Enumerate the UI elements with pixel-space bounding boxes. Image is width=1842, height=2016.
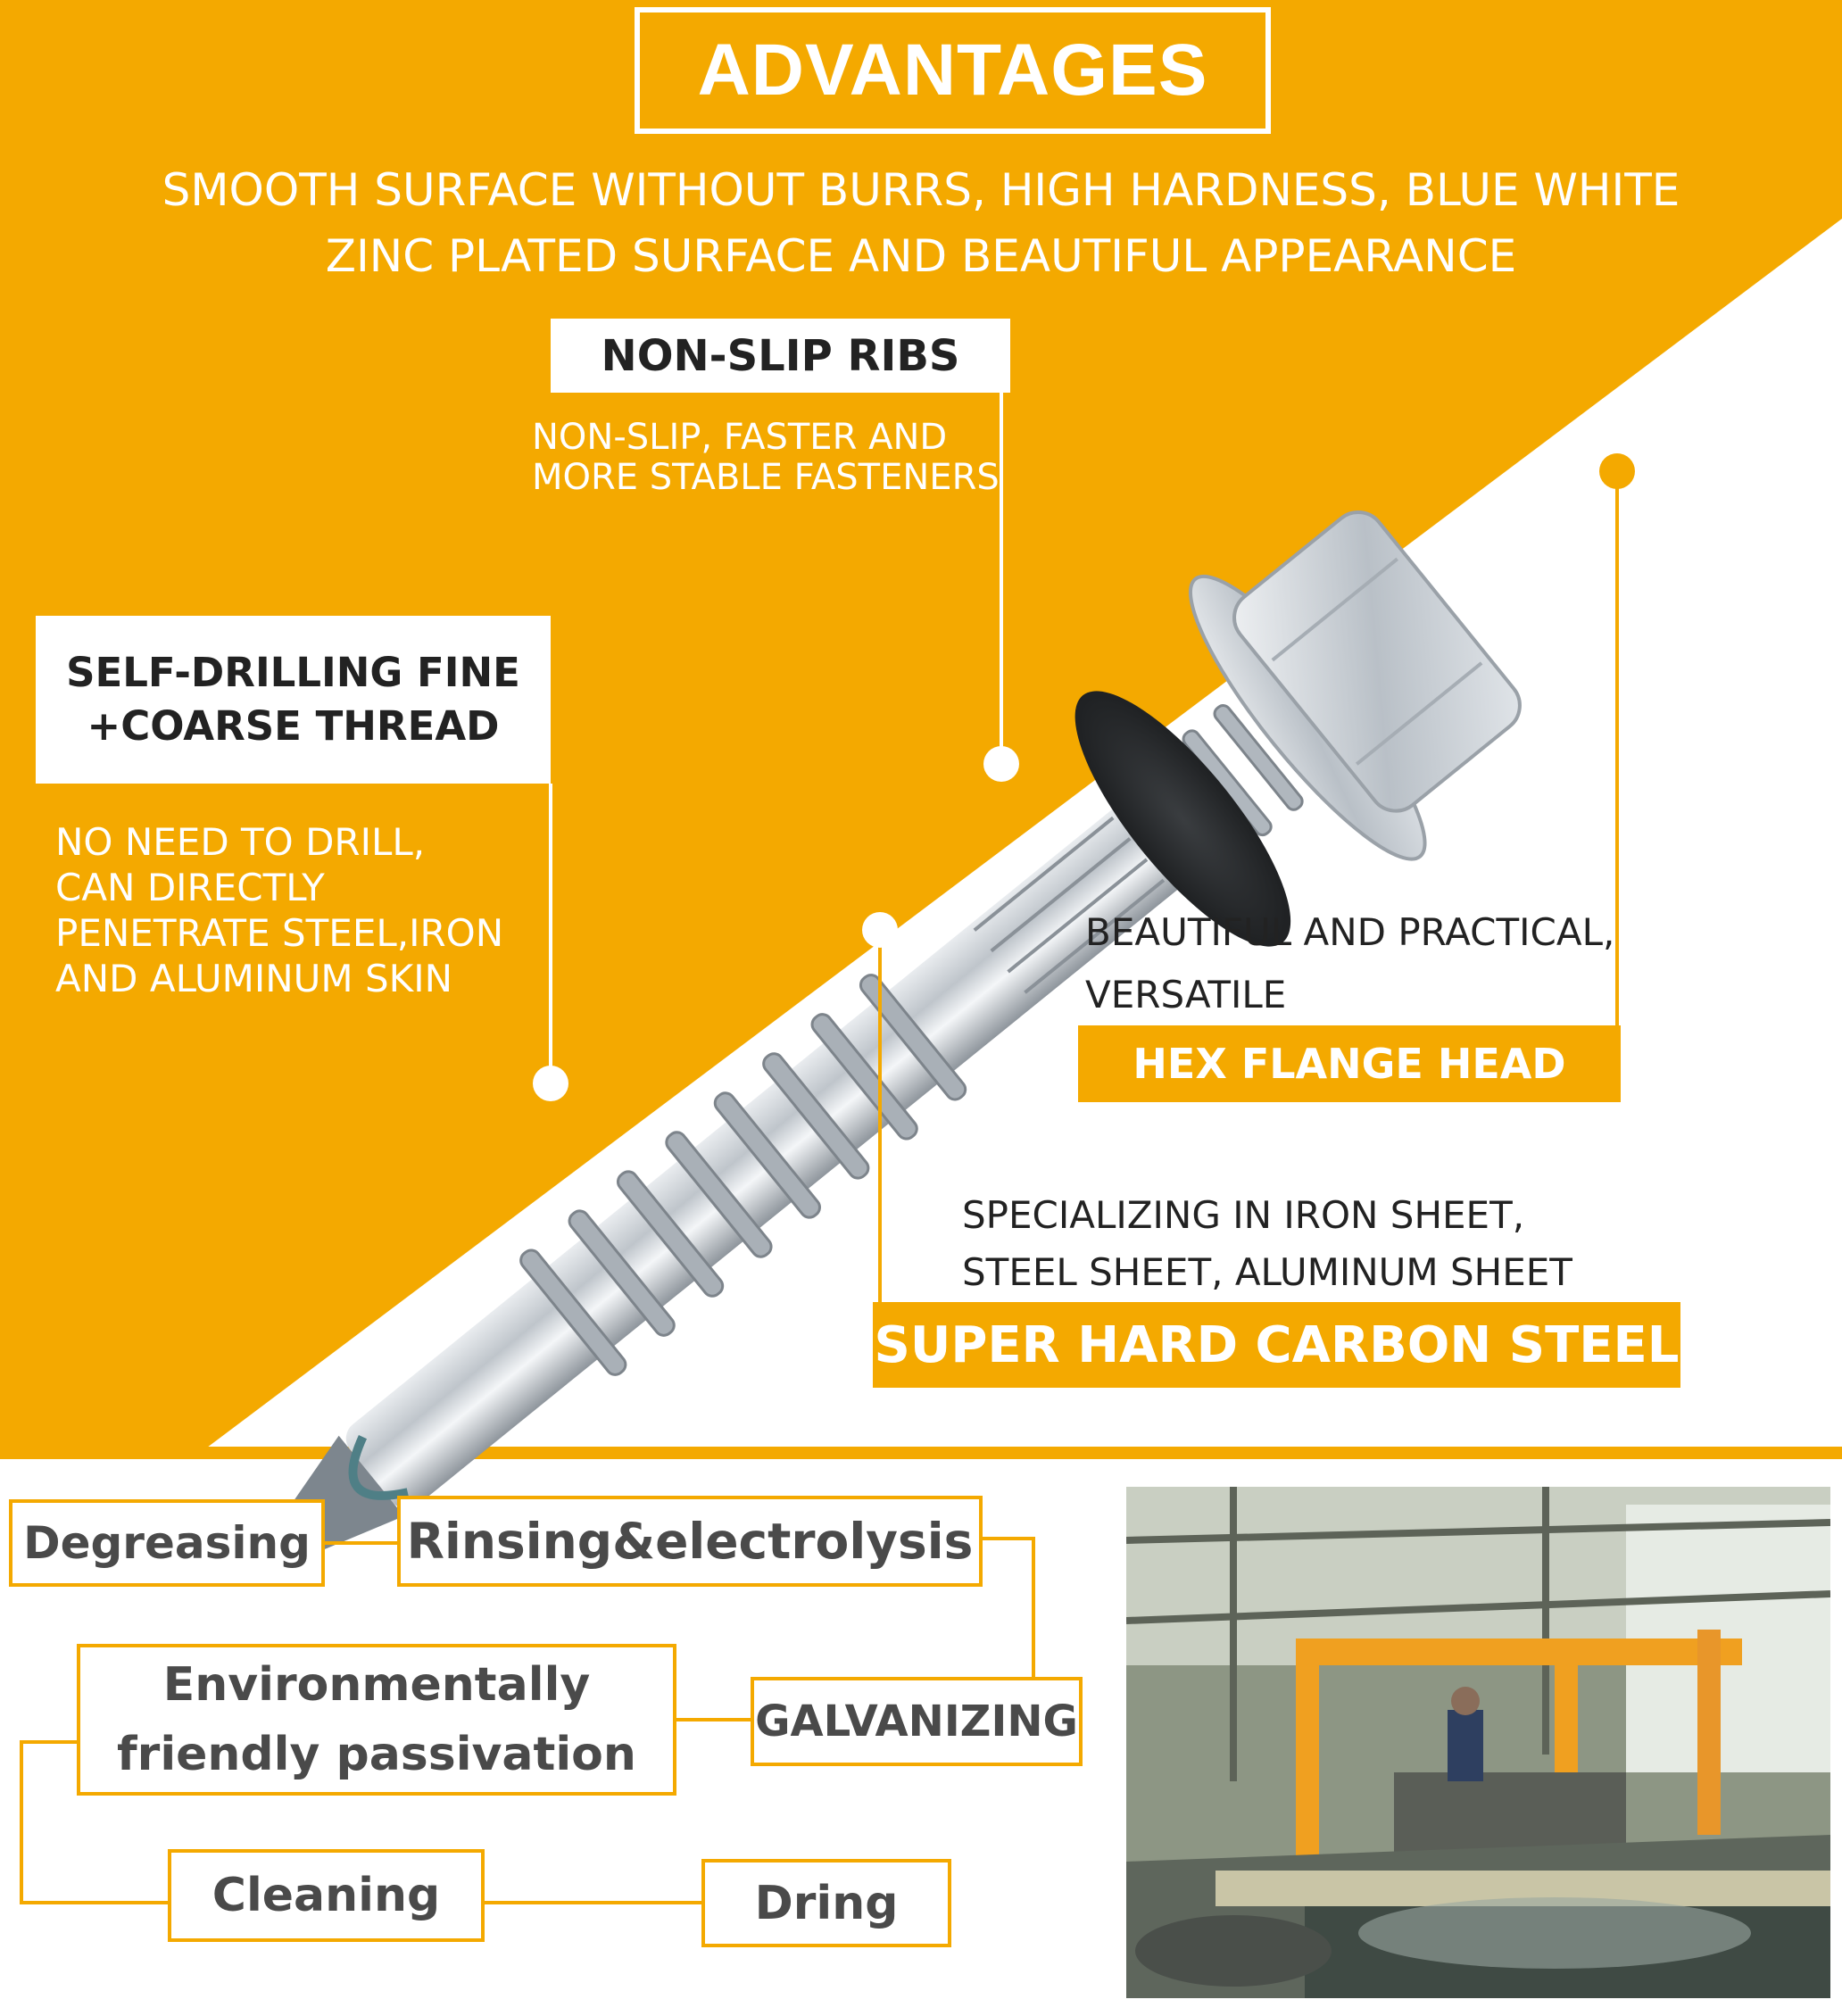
process-step-drying: Dring xyxy=(701,1859,951,1947)
feature-hex-desc-line: VERSATILE xyxy=(1085,973,1287,1016)
process-step-passivation xyxy=(77,1644,676,1796)
subtitle-line-1: SMOOTH SURFACE WITHOUT BURRS, HIGH HARDNESS, BLUE WHITE xyxy=(162,164,1680,216)
feature-hex-desc xyxy=(1085,901,1614,1026)
feature-ribs-title-text: NON-SLIP RIBS xyxy=(601,330,960,381)
feature-thread-desc xyxy=(55,819,503,1001)
feature-steel-title xyxy=(873,1302,1680,1388)
process-step-cleaning: Cleaning xyxy=(168,1849,485,1942)
feature-ribs-desc-line: NON-SLIP, FASTER AND xyxy=(532,417,948,458)
feature-steel-desc xyxy=(962,1187,1572,1301)
process-step-galvanizing: GALVANIZING xyxy=(751,1677,1083,1766)
feature-hex-title xyxy=(1078,1025,1621,1102)
process-step-passivation-line: Environmentally xyxy=(162,1658,591,1712)
feature-ribs-title xyxy=(551,319,1010,393)
page-title: ADVANTAGES xyxy=(697,29,1208,111)
feature-thread-desc-line: PENETRATE STEEL,IRON xyxy=(55,911,504,955)
feature-thread-desc-line: AND ALUMINUM SKIN xyxy=(55,957,452,1000)
feature-thread-desc-line: CAN DIRECTLY xyxy=(55,866,325,909)
feature-ribs-desc-line: MORE STABLE FASTENERS xyxy=(532,457,1000,498)
feature-thread-title-line: +COARSE THREAD xyxy=(87,702,500,750)
feature-steel-title-text: SUPER HARD CARBON STEEL xyxy=(874,1315,1680,1374)
process-step-degreasing: Degreasing xyxy=(9,1499,325,1587)
feature-ribs-desc xyxy=(532,418,1000,498)
feature-steel-desc-line: SPECIALIZING IN IRON SHEET, xyxy=(962,1193,1525,1237)
subtitle-line-2: ZINC PLATED SURFACE AND BEAUTIFUL APPEARANCE xyxy=(325,230,1517,282)
feature-thread-title-line: SELF-DRILLING FINE xyxy=(66,649,520,696)
factory-photo xyxy=(1126,1487,1830,1998)
feature-hex-title-text: HEX FLANGE HEAD xyxy=(1133,1040,1566,1088)
feature-steel-desc-line: STEEL SHEET, ALUMINUM SHEET xyxy=(962,1250,1572,1294)
process-step-rinsing: Rinsing&electrolysis xyxy=(397,1496,983,1587)
feature-thread-title xyxy=(36,616,551,784)
section-divider xyxy=(0,1447,1842,1459)
feature-thread-desc-line: NO NEED TO DRILL, xyxy=(55,820,426,864)
process-step-passivation-line: friendly passivation xyxy=(117,1728,636,1781)
title-box xyxy=(635,7,1271,134)
feature-hex-desc-line: BEAUTIFUL AND PRACTICAL, xyxy=(1085,910,1615,954)
